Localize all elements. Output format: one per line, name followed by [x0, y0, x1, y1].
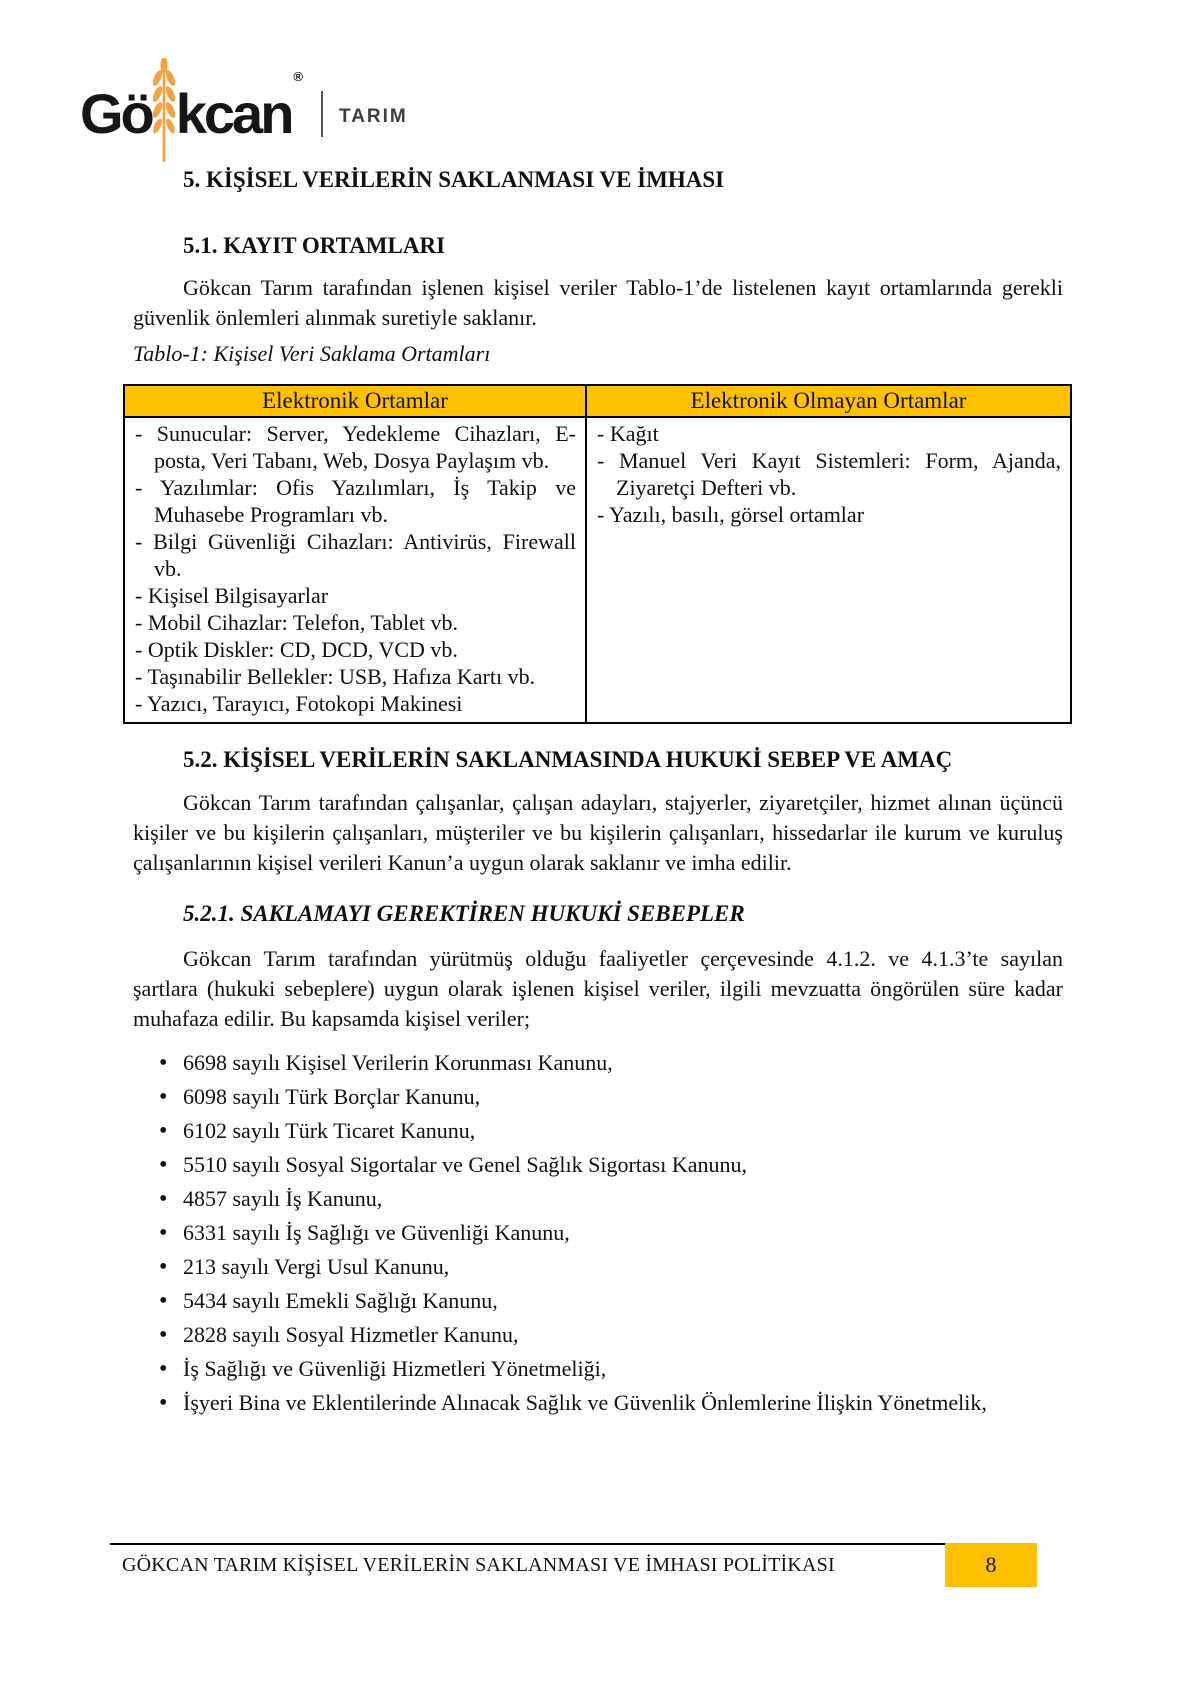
list-item: • İş Sağlığı ve Güvenliği Hizmetleri Yönetmeliği, — [133, 1354, 1063, 1384]
list-item: - Yazılı, basılı, görsel ortamlar — [597, 501, 1061, 528]
section-5-title: 5. KİŞİSEL VERİLERİN SAKLANMASI VE İMHASI — [183, 167, 725, 192]
list-item: - Taşınabilir Bellekler: USB, Hafıza Kartı vb. — [135, 663, 576, 690]
storage-media-table — [123, 384, 1072, 724]
brand-prefix: Gö — [80, 82, 152, 145]
list-item: • 6098 sayılı Türk Borçlar Kanunu, — [133, 1082, 1063, 1112]
list-item: • 6102 sayılı Türk Ticaret Kanunu, — [133, 1116, 1063, 1146]
list-item: • İşyeri Bina ve Eklentilerinde Alınacak Sağlık ve Güvenlik Önlemlerine İlişkin Yönetmelik, — [133, 1388, 1063, 1418]
table-header-electronic: Elektronik Ortamlar — [124, 385, 586, 417]
table-caption: Tablo-1: Kişisel Veri Saklama Ortamları — [133, 341, 491, 366]
list-item: - Bilgi Güvenliği Cihazları: Antivirüs, Firewall vb. — [135, 528, 576, 582]
list-item: - Sunucular: Server, Yedekleme Cihazları, E-posta, Veri Tabanı, Web, Dosya Paylaşım vb. — [135, 420, 576, 474]
section-5-2-1-title: 5.2.1. SAKLAMAYI GEREKTİREN HUKUKİ SEBEPLER — [183, 901, 745, 926]
list-item: - Kağıt — [597, 420, 1061, 447]
list-item: - Yazıcı, Tarayıcı, Fotokopi Makinesi — [135, 690, 576, 717]
electronic-media-cell — [124, 417, 586, 723]
footer-document-title: GÖKCAN TARIM KİŞİSEL VERİLERİN SAKLANMASI VE İMHASI POLİTİKASI — [122, 1554, 835, 1576]
list-item: - Kişisel Bilgisayarlar — [135, 582, 576, 609]
table-body-row — [124, 417, 1071, 723]
logo-division-label: TARIM — [339, 106, 408, 127]
footer-divider — [110, 1543, 945, 1545]
non-electronic-media-cell — [586, 417, 1071, 723]
document-content — [133, 0, 1063, 1422]
paragraph-5-2: Gökcan Tarım tarafından çalışanlar, çalışan adayları, stajyerler, ziyaretçiler, hizmet alınan üçüncü kişiler ve bu kişilerin çalışanları, müşteriler ve bu kişilerin çalışanları, hissedarlar ile kurum ve kuruluş çalışanlarının kişisel verileri Kanun’a uygun olarak saklanır ve imha edilir. — [133, 790, 1063, 875]
paragraph-5-1: Gökcan Tarım tarafından işlenen kişisel veriler Tablo-1’de listelenen kayıt ortamlarında gerekli güvenlik önlemleri alınmak suretiyle saklanır. — [133, 275, 1063, 330]
table-header-row — [124, 385, 1071, 417]
list-item: • 5434 sayılı Emekli Sağlığı Kanunu, — [133, 1286, 1063, 1316]
section-5-2-title: 5.2. KİŞİSEL VERİLERİN SAKLANMASINDA HUKUKİ SEBEP VE AMAÇ — [183, 747, 953, 772]
list-item: • 5510 sayılı Sosyal Sigortalar ve Genel Sağlık Sigortası Kanunu, — [133, 1150, 1063, 1180]
page-number-badge: 8 — [945, 1543, 1037, 1587]
list-item: • 2828 sayılı Sosyal Hizmetler Kanunu, — [133, 1320, 1063, 1350]
paragraph-5-2-1: Gökcan Tarım tarafından yürütmüş olduğu faaliyetler çerçevesinde 4.1.2. ve 4.1.3’te sayılan şartlara (hukuki sebeplere) uygun olarak işlenen kişisel veriler, ilgili mevzuatta öngörülen süre kadar muhafaza edilir. Bu kapsamda kişisel veriler; — [133, 946, 1063, 1031]
list-item: - Yazılımlar: Ofis Yazılımları, İş Takip ve Muhasebe Programları vb. — [135, 474, 576, 528]
list-item: - Mobil Cihazlar: Telefon, Tablet vb. — [135, 609, 576, 636]
list-item: • 6698 sayılı Kişisel Verilerin Korunması Kanunu, — [133, 1048, 1063, 1078]
registered-mark: ® — [293, 69, 303, 84]
section-5-1-title: 5.1. KAYIT ORTAMLARI — [183, 233, 446, 258]
brand-suffix: kcan — [175, 82, 292, 145]
list-item: • 4857 sayılı İş Kanunu, — [133, 1184, 1063, 1214]
list-item: - Optik Diskler: CD, DCD, VCD vb. — [135, 636, 576, 663]
table-header-non-electronic: Elektronik Olmayan Ortamlar — [586, 385, 1071, 417]
laws-list — [133, 1048, 1063, 1418]
list-item: • 213 sayılı Vergi Usul Kanunu, — [133, 1252, 1063, 1282]
list-item: - Manuel Veri Kayıt Sistemleri: Form, Ajanda, Ziyaretçi Defteri vb. — [597, 447, 1061, 501]
list-item: • 6331 sayılı İş Sağlığı ve Güvenliği Kanunu, — [133, 1218, 1063, 1248]
